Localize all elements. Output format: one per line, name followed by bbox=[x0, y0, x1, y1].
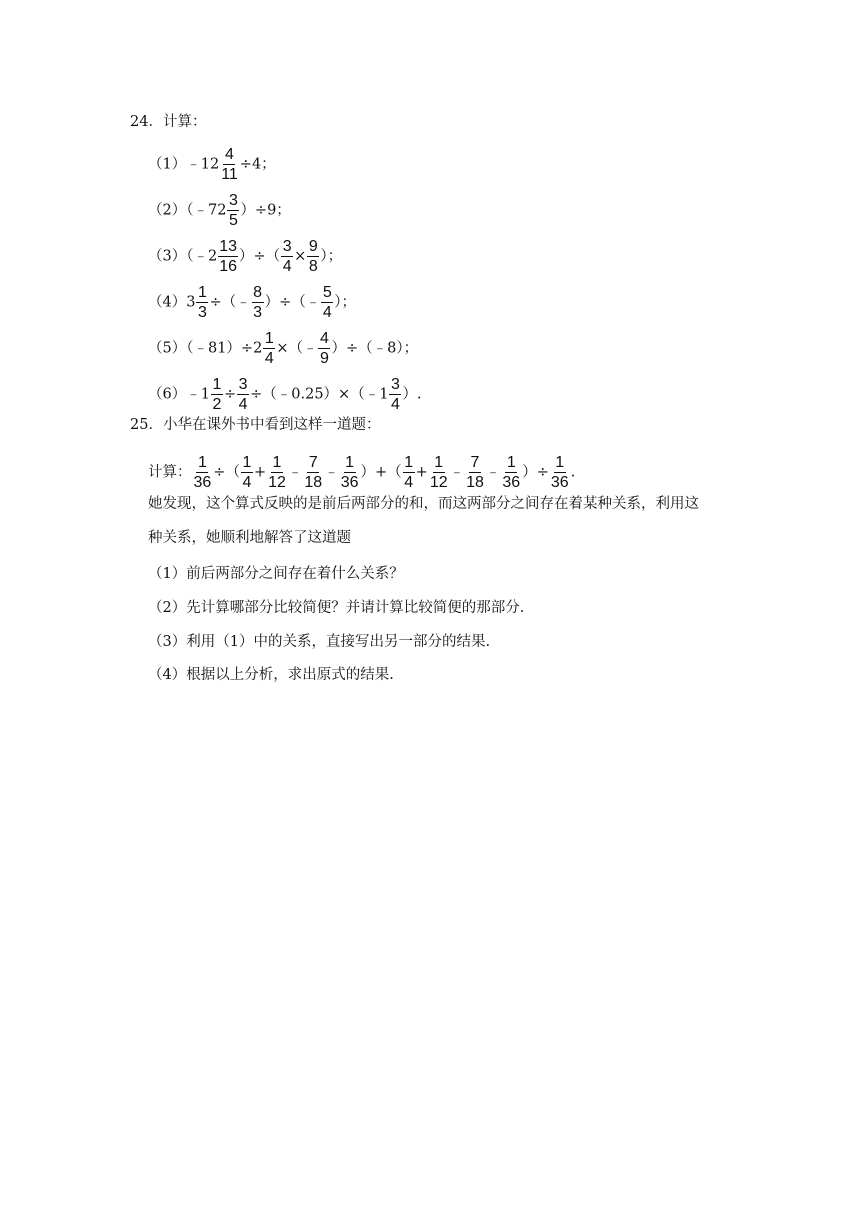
expr-text: × bbox=[294, 248, 307, 265]
fraction bbox=[193, 454, 213, 491]
fraction bbox=[241, 454, 253, 491]
expr-text: ）÷ bbox=[522, 464, 549, 481]
numerator: 1 bbox=[212, 376, 222, 393]
expr-op: ﹣ bbox=[485, 464, 501, 481]
q25-subquestion-1: （1）前后两部分之间存在着什么关系？ bbox=[148, 566, 404, 582]
denominator: 4 bbox=[322, 304, 332, 321]
q25-subquestion-3: （3）利用（1）中的关系，直接写出另一部分的结果. bbox=[148, 634, 491, 650]
expr-text: ÷ bbox=[223, 386, 237, 403]
q24-item-2 bbox=[148, 192, 291, 229]
numerator: 1 bbox=[506, 454, 516, 471]
numerator: 7 bbox=[470, 454, 480, 471]
denominator: 4 bbox=[390, 396, 400, 413]
item-label: （6） bbox=[148, 386, 187, 403]
expr-op: + bbox=[415, 464, 428, 481]
denominator: 8 bbox=[308, 258, 318, 275]
expr-text: ﹣1 bbox=[186, 386, 210, 403]
numerator: 8 bbox=[253, 284, 263, 301]
expr-op: ﹣ bbox=[324, 464, 339, 481]
expr-op: + bbox=[253, 464, 267, 481]
fraction bbox=[220, 146, 239, 183]
expr-text: ）； bbox=[320, 248, 343, 265]
denominator: 2 bbox=[212, 396, 222, 413]
expr-text: ）÷（﹣8）； bbox=[331, 340, 419, 357]
numerator: 1 bbox=[242, 454, 252, 471]
q24-item-5 bbox=[148, 330, 418, 367]
expr-text: ×（﹣ bbox=[276, 340, 318, 357]
q25-paragraph-line-1: 她发现，这个算式反映的是前后两部分的和，而这两部分之间存在着某种关系，利用这 bbox=[148, 496, 699, 512]
numerator: 1 bbox=[272, 454, 282, 471]
expr-text: ）÷（﹣ bbox=[264, 294, 321, 311]
numerator: 4 bbox=[225, 146, 234, 163]
fraction bbox=[303, 454, 323, 491]
question-24-title: 24．计算： bbox=[130, 114, 207, 130]
numerator: 1 bbox=[434, 454, 444, 471]
expr-text: ）÷（ bbox=[239, 248, 281, 265]
denominator: 36 bbox=[340, 474, 359, 491]
denominator: 4 bbox=[242, 474, 252, 491]
fraction bbox=[403, 454, 415, 491]
fraction bbox=[237, 376, 249, 413]
question-25-title: 25．小华在课外书中看到这样一道题： bbox=[130, 417, 381, 433]
denominator: 4 bbox=[238, 396, 248, 413]
q24-item-3 bbox=[148, 238, 342, 275]
numerator: 1 bbox=[264, 330, 274, 347]
fraction bbox=[307, 238, 319, 275]
denominator: 36 bbox=[193, 474, 212, 491]
numerator: 3 bbox=[228, 192, 238, 209]
denominator: 11 bbox=[221, 166, 238, 183]
expr-text: ）. bbox=[402, 386, 422, 403]
expr-text: . bbox=[570, 464, 576, 481]
denominator: 4 bbox=[264, 350, 274, 367]
q25-paragraph-line-2: 种关系，她顺利地解答了这道题 bbox=[148, 530, 351, 546]
fraction bbox=[501, 454, 521, 491]
fraction bbox=[267, 454, 287, 491]
expr-text: ）÷9； bbox=[240, 202, 291, 219]
expr-text: （﹣72 bbox=[186, 202, 227, 219]
denominator: 36 bbox=[550, 474, 569, 491]
fraction bbox=[340, 454, 360, 491]
expr-text: ÷4； bbox=[239, 156, 276, 173]
expr-text: ÷（﹣ bbox=[209, 294, 251, 311]
denominator: 12 bbox=[429, 474, 448, 491]
expr-text: ﹣12 bbox=[186, 156, 220, 173]
numerator: 13 bbox=[219, 238, 238, 255]
item-label: （2） bbox=[148, 202, 187, 219]
fraction bbox=[196, 284, 208, 321]
numerator: 1 bbox=[555, 454, 565, 471]
fraction bbox=[389, 376, 401, 413]
fraction bbox=[318, 330, 330, 367]
denominator: 18 bbox=[466, 474, 484, 491]
denominator: 12 bbox=[268, 474, 286, 491]
q24-item-4 bbox=[148, 284, 356, 321]
denominator: 36 bbox=[502, 474, 521, 491]
expr-text: ÷（ bbox=[213, 464, 240, 481]
expr-text: （﹣2 bbox=[186, 248, 218, 265]
numerator: 7 bbox=[308, 454, 318, 471]
denominator: 3 bbox=[198, 304, 207, 321]
numerator: 3 bbox=[238, 376, 248, 393]
q25-expression bbox=[148, 454, 575, 491]
fraction bbox=[321, 284, 333, 321]
q25-subquestion-4: （4）根据以上分析，求出原式的结果. bbox=[148, 667, 394, 683]
numerator: 1 bbox=[404, 454, 414, 471]
denominator: 4 bbox=[404, 474, 414, 491]
expr-op: ﹣ bbox=[287, 464, 303, 481]
numerator: 3 bbox=[282, 238, 292, 255]
item-label: （5） bbox=[148, 340, 187, 357]
denominator: 3 bbox=[253, 304, 263, 321]
fraction bbox=[281, 238, 293, 275]
numerator: 5 bbox=[322, 284, 332, 301]
expr-text: 3 bbox=[186, 294, 196, 311]
expr-text: （﹣81）÷2 bbox=[186, 340, 263, 357]
numerator: 4 bbox=[320, 330, 329, 347]
fraction bbox=[263, 330, 275, 367]
q24-item-6 bbox=[148, 376, 422, 413]
q25-subquestion-2: （2）先计算哪部分比较简便？并请计算比较简便的那部分. bbox=[148, 600, 525, 616]
fraction bbox=[429, 454, 449, 491]
fraction bbox=[252, 284, 264, 321]
item-label: （1） bbox=[148, 156, 187, 173]
expr-op: ﹣ bbox=[449, 464, 465, 481]
denominator: 18 bbox=[304, 474, 323, 491]
item-label: （3） bbox=[148, 248, 187, 265]
numerator: 1 bbox=[197, 454, 207, 471]
fraction bbox=[465, 454, 485, 491]
fraction bbox=[227, 192, 239, 229]
expr-text: ）； bbox=[334, 294, 357, 311]
fraction bbox=[211, 376, 223, 413]
numerator: 9 bbox=[308, 238, 318, 255]
fraction bbox=[218, 238, 238, 275]
denominator: 9 bbox=[320, 350, 329, 367]
denominator: 16 bbox=[219, 258, 238, 275]
denominator: 4 bbox=[282, 258, 292, 275]
expr-prefix: 计算： bbox=[148, 464, 192, 481]
expr-text: ）+（ bbox=[360, 464, 402, 481]
item-label: （4） bbox=[148, 294, 187, 311]
denominator: 5 bbox=[228, 212, 238, 229]
q24-item-1 bbox=[148, 146, 276, 183]
expr-text: ÷（﹣0.25）×（﹣1 bbox=[250, 386, 389, 403]
numerator: 1 bbox=[345, 454, 355, 471]
numerator: 1 bbox=[198, 284, 207, 301]
fraction bbox=[550, 454, 570, 491]
numerator: 3 bbox=[390, 376, 400, 393]
